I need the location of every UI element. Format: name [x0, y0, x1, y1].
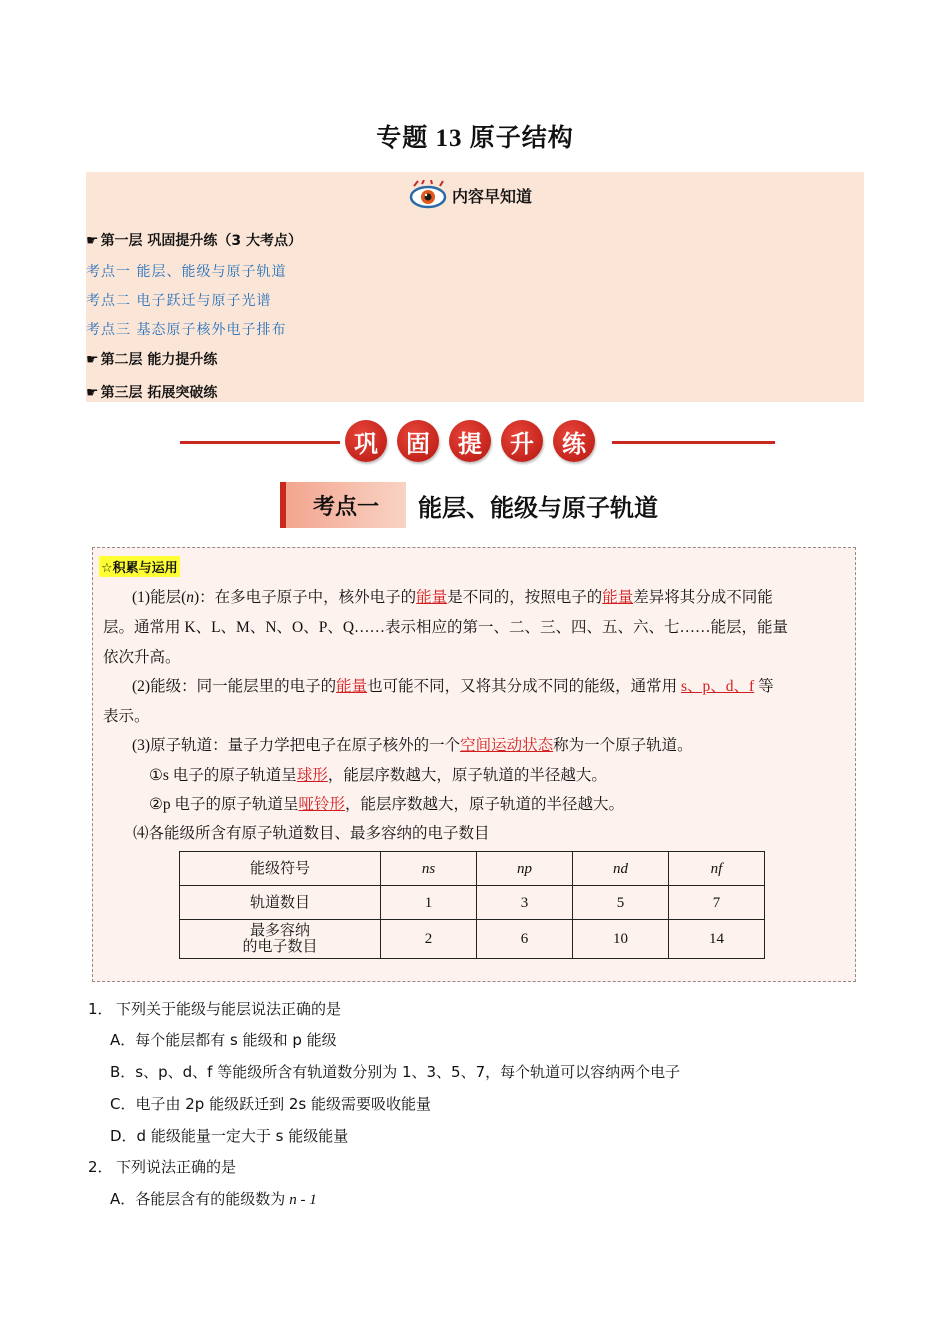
answer-blank: 能量 [336, 678, 368, 695]
question-2-number: 2． [88, 1158, 113, 1176]
banner-rule-right [612, 441, 775, 444]
kaodian-tag: 考点一 [280, 482, 406, 528]
kaodian-title: 能层、能级与原子轨道 [418, 493, 658, 522]
knowledge-para-2: (2)能级：同一能层里的电子的能量也可能不同，又将其分成不同的能级，通常用 s、p、d、f 等 表示。 [103, 678, 774, 725]
table-cell: 2 [381, 920, 477, 959]
knowledge-para-5: ②p 电子的原子轨道呈哑铃形，能层序数越大，原子轨道的半径越大。 [149, 796, 625, 813]
knowledge-box [92, 547, 856, 982]
toc-kaodian-3[interactable]: 考点三 基态原子核外电子排布 [86, 322, 287, 338]
orbital-table [179, 851, 765, 959]
banner-char: 巩 [345, 420, 387, 462]
banner-char: 提 [449, 420, 491, 462]
knowledge-para-1: (1)能层(n)：在多电子原子中，核外电子的能量是不同的，按照电子的能量差异将其分成不同能 层。通常用 K、L、M、N、O、P、Q……表示相应的第一、二、三、四、五、六、七……能层，能量 依次升高。 [103, 589, 789, 666]
page-title: 专题 13 原子结构 [376, 125, 574, 152]
table-cell: ns [381, 852, 477, 886]
knowledge-para-3: (3)原子轨道：量子力学把电子在原子核外的一个空间运动状态称为一个原子轨道。 [132, 737, 693, 754]
answer-blank: 球形 [296, 767, 328, 784]
banner-rule-left [180, 441, 340, 444]
toc-kaodian-1[interactable]: 考点一 能层、能级与原子轨道 [86, 264, 287, 280]
question-1-option-a[interactable]: A．每个能层都有 s 能级和 p 能级 [110, 1031, 337, 1049]
table-cell: 10 [573, 920, 669, 959]
table-row [180, 886, 765, 920]
toc-layer-1-label: 第一层 巩固提升练（3 大考点） [100, 233, 303, 249]
answer-blank: 空间运动状态 [460, 737, 554, 754]
question-1-option-c[interactable]: C．电子由 2p 能级跃迁到 2s 能级需要吸收能量 [110, 1095, 431, 1113]
table-cell: 轨道数目 [180, 886, 381, 920]
question-1-option-d[interactable]: D．d 能级能量一定大于 s 能级能量 [110, 1127, 349, 1145]
table-cell: 3 [477, 886, 573, 920]
question-1-number: 1． [88, 1000, 113, 1018]
table-cell: 14 [669, 920, 765, 959]
accumulate-label: ☆积累与运用 [99, 556, 180, 577]
table-cell: 5 [573, 886, 669, 920]
toc-layer-3[interactable] [86, 382, 217, 402]
banner-char: 固 [397, 420, 439, 462]
pointing-hand-icon: ☛ [86, 233, 99, 249]
table-cell: 1 [381, 886, 477, 920]
toc-layer-2-label: 第二层 能力提升练 [100, 352, 218, 368]
pointing-hand-icon: ☛ [86, 385, 99, 401]
banner-chars [345, 420, 595, 462]
table-cell: np [477, 852, 573, 886]
knowledge-para-4: ①s 电子的原子轨道呈球形，能层序数越大，原子轨道的半径越大。 [149, 767, 607, 784]
question-1-stem: 下列关于能级与能层说法正确的是 [116, 1000, 342, 1018]
toc-kaodian-2[interactable]: 考点二 电子跃迁与原子光谱 [86, 293, 272, 309]
question-2-option-a[interactable] [110, 1188, 317, 1209]
answer-blank: 能量 [602, 589, 634, 606]
table-cell: nf [669, 852, 765, 886]
knowledge-para-6: ⑷各能级所含有原子轨道数目、最多容纳的电子数目 [133, 825, 490, 842]
kaodian-heading [280, 482, 658, 528]
formula-n-minus-1: n - 1 [289, 1192, 317, 1208]
table-cell: 能级符号 [180, 852, 381, 886]
answer-blank: 哑铃形 [298, 796, 346, 813]
table-cell: 最多容纳 的电子数目 [180, 920, 381, 959]
eye-icon [408, 180, 448, 210]
question-2-option-a-text: A．各能层含有的能级数为 [110, 1190, 286, 1208]
pointing-hand-icon: ☛ [86, 352, 99, 368]
table-row [180, 920, 765, 959]
table-cell: 6 [477, 920, 573, 959]
banner-char: 升 [501, 420, 543, 462]
toc-heading-text: 内容早知道 [452, 186, 533, 206]
answer-blank: s、p、d、f [680, 678, 755, 695]
toc-layer-1[interactable] [86, 230, 302, 250]
answer-blank: 能量 [416, 589, 448, 606]
section-banner [180, 420, 775, 468]
toc-layer-3-label: 第三层 拓展突破练 [100, 385, 218, 401]
table-row [180, 852, 765, 886]
table-cell: 7 [669, 886, 765, 920]
toc-heading [408, 180, 532, 210]
toc-layer-2[interactable] [86, 349, 217, 369]
banner-char: 练 [553, 420, 595, 462]
question-2-stem: 下列说法正确的是 [116, 1158, 237, 1176]
toc-box [86, 172, 864, 402]
question-1-option-b[interactable]: B．s、p、d、f 等能级所含有轨道数分别为 1、3、5、7，每个轨道可以容纳两个电子 [110, 1063, 681, 1081]
table-cell: nd [573, 852, 669, 886]
